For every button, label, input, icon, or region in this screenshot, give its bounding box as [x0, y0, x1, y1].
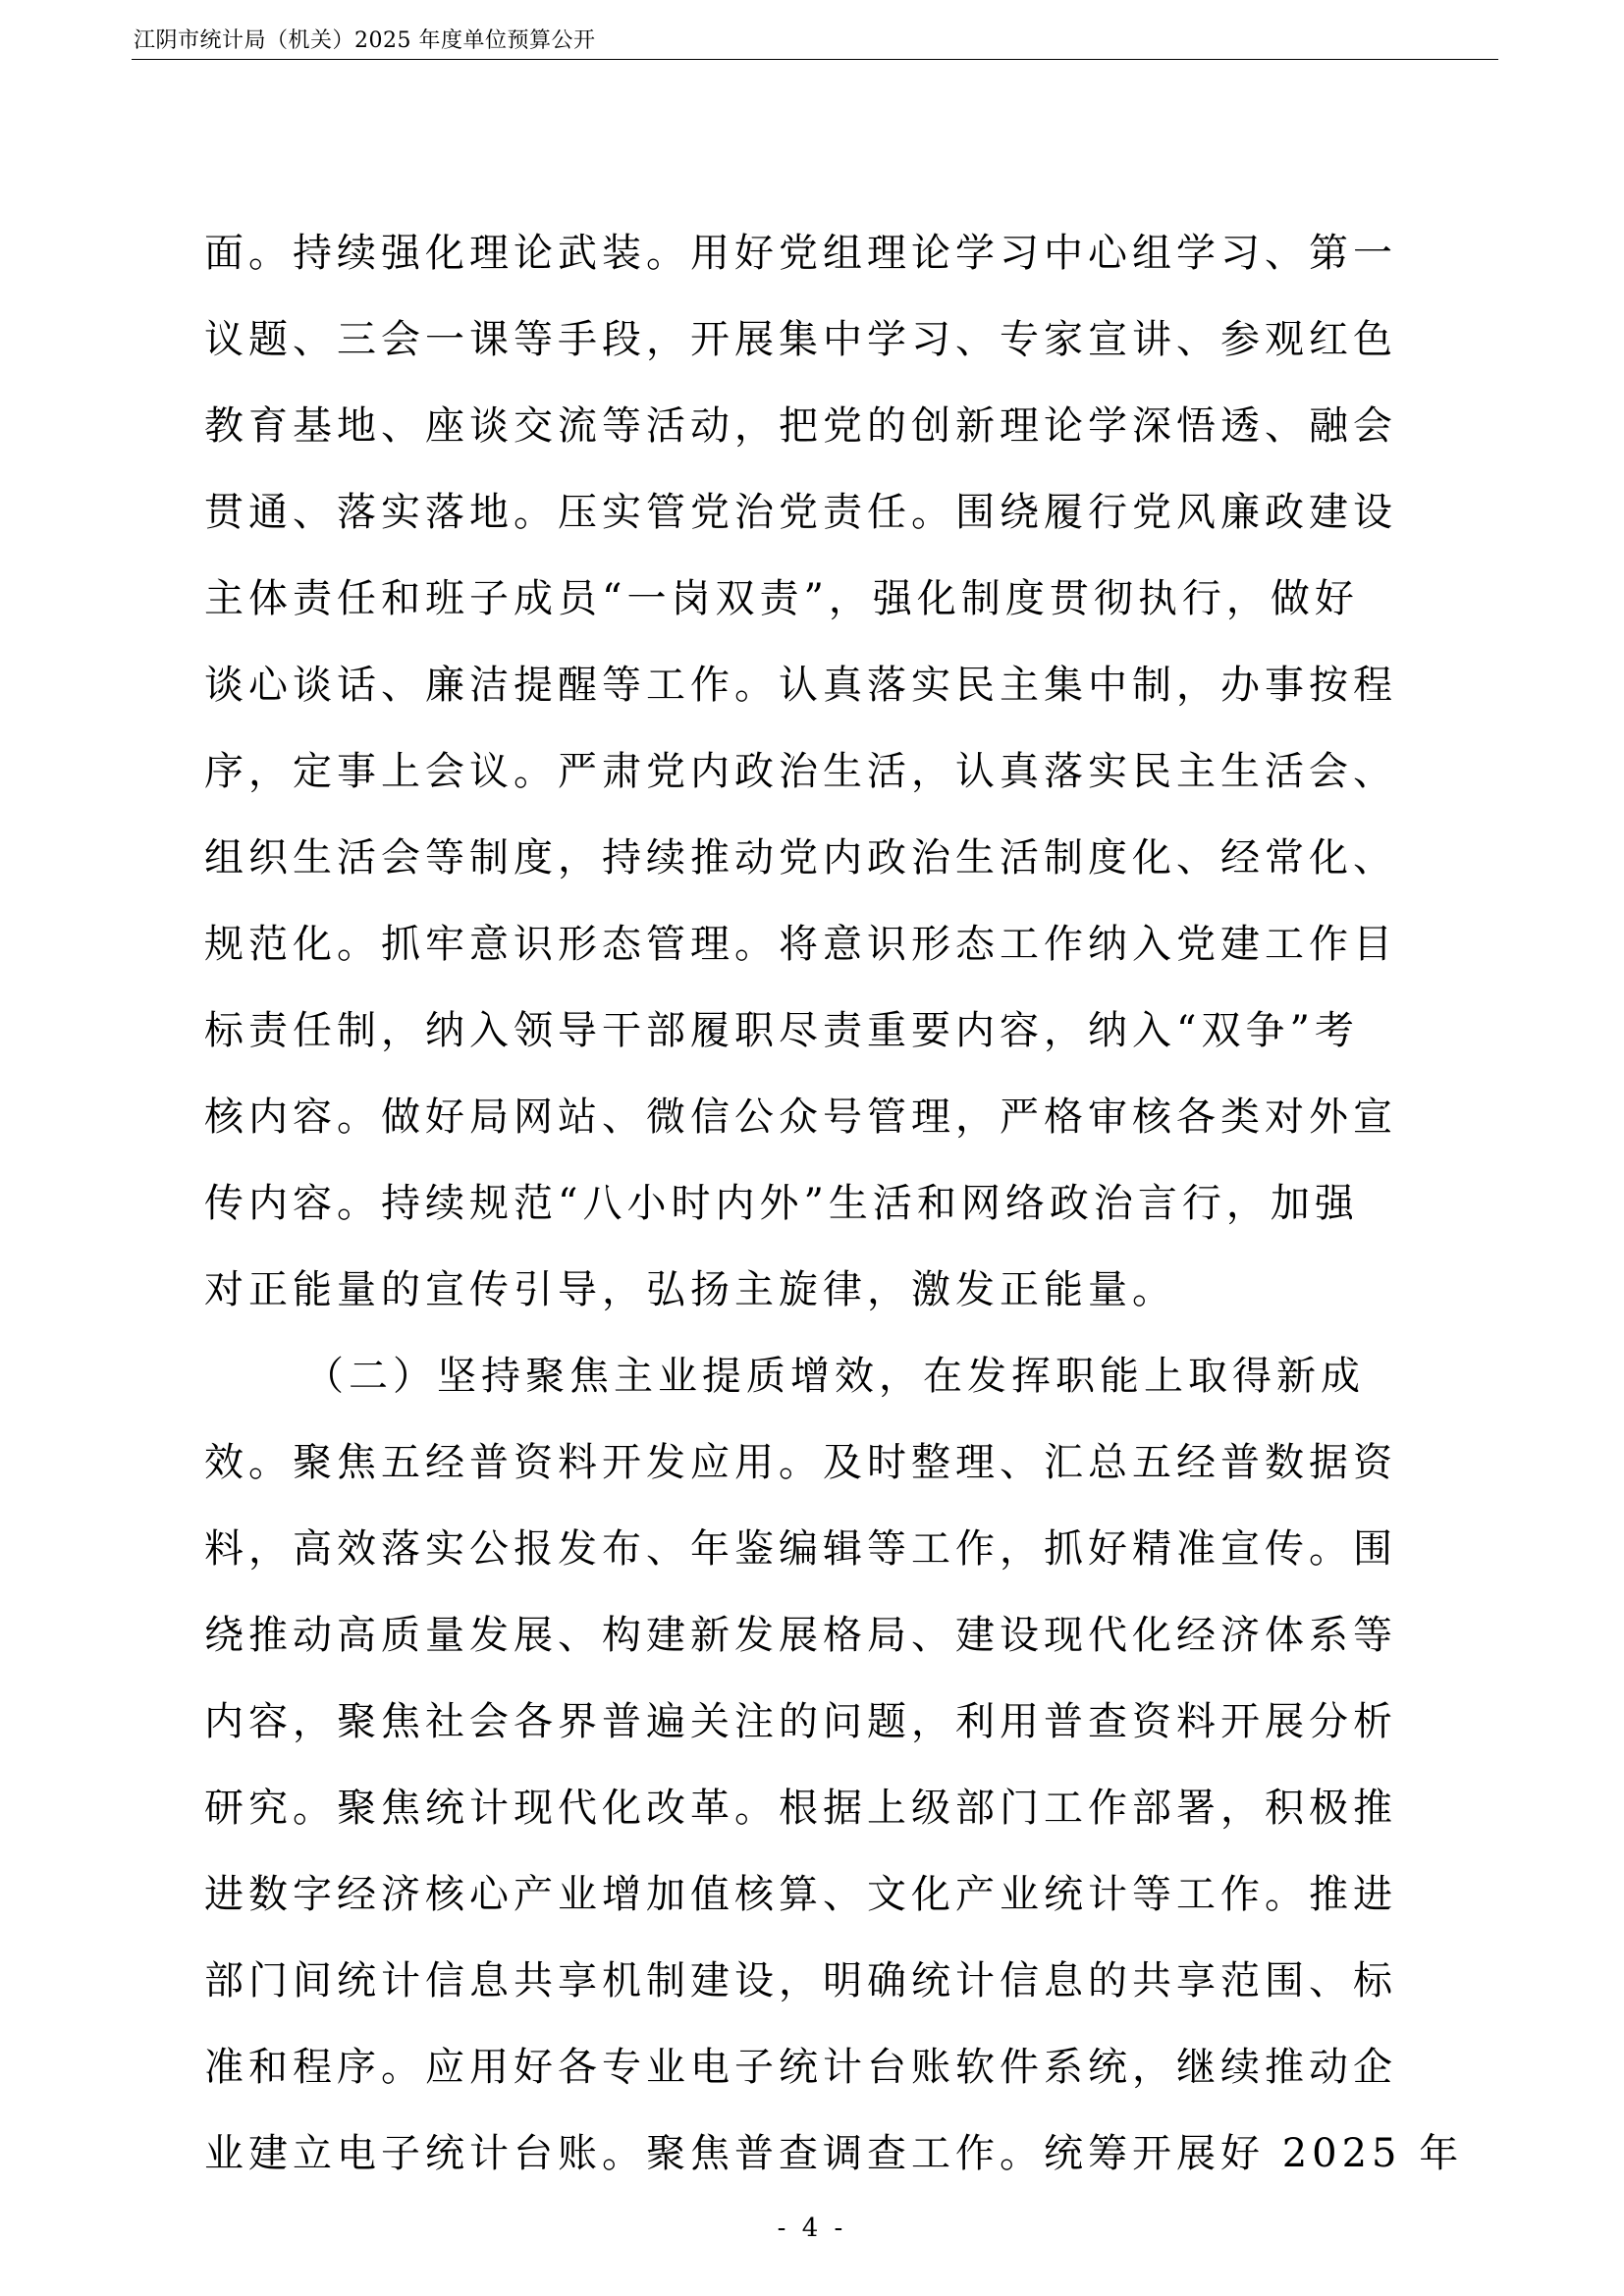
- text-line: 谈心谈话、廉洁提醒等工作。认真落实民主集中制，办事按程: [204, 663, 1397, 708]
- page-number: - 4 -: [777, 2214, 847, 2243]
- text-line: 序，定事上会议。严肃党内政治生活，认真落实民主生活会、: [204, 749, 1397, 794]
- text-line: 面。持续强化理论武装。用好党组理论学习中心组学习、第一: [204, 231, 1397, 276]
- text-line: 绕推动高质量发展、构建新发展格局、建设现代化经济体系等: [204, 1613, 1397, 1658]
- text-line: 主体责任和班子成员“一岗双责”，强化制度贯彻执行，做好: [204, 576, 1359, 621]
- body-text: [204, 210, 1464, 2197]
- text-line: 进数字经济核心产业增加值核算、文化产业统计等工作。推进: [204, 1872, 1397, 1917]
- text-line: 教育基地、座谈交流等活动，把党的创新理论学深悟透、融会: [204, 403, 1397, 449]
- text-line: 传内容。持续规范“八小时内外”生活和网络政治言行，加强: [204, 1181, 1359, 1226]
- text-line: 核内容。做好局网站、微信公众号管理，严格审核各类对外宣: [204, 1095, 1397, 1140]
- text-line: 研究。聚焦统计现代化改革。根据上级部门工作部署，积极推: [204, 1786, 1397, 1831]
- text-line: 对正能量的宣传引导，弘扬主旋律，激发正能量。: [204, 1267, 1176, 1312]
- page-header: [132, 18, 1498, 60]
- text-line: 议题、三会一课等手段，开展集中学习、专家宣讲、参观红色: [204, 317, 1397, 362]
- text-line: 规范化。抓牢意识形态管理。将意识形态工作纳入党建工作目: [204, 922, 1397, 967]
- text-line: 贯通、落实落地。压实管党治党责任。围绕履行党风廉政建设: [204, 490, 1397, 535]
- text-line: 效。聚焦五经普资料开发应用。及时整理、汇总五经普数据资: [204, 1440, 1397, 1485]
- text-line: 组织生活会等制度，持续推动党内政治生活制度化、经常化、: [204, 835, 1397, 881]
- text-line: 料，高效落实公报发布、年鉴编辑等工作，抓好精准宣传。围: [204, 1526, 1397, 1572]
- text-line: 内容，聚焦社会各界普遍关注的问题，利用普查资料开展分析: [204, 1699, 1397, 1744]
- text-line: 业建立电子统计台账。聚焦普查调查工作。统筹开展好 2025 年: [204, 2131, 1464, 2176]
- section-heading-line: （二）坚持聚焦主业提质增效，在发挥职能上取得新成: [304, 1354, 1365, 1399]
- text-line: 准和程序。应用好各专业电子统计台账软件系统，继续推动企: [204, 2045, 1397, 2090]
- header-title: 江阴市统计局（机关）2025 年度单位预算公开: [134, 28, 596, 53]
- text-line: 部门间统计信息共享机制建设，明确统计信息的共享范围、标: [204, 1958, 1397, 2003]
- text-line: 标责任制，纳入领导干部履职尽责重要内容，纳入“双争”考: [204, 1008, 1359, 1053]
